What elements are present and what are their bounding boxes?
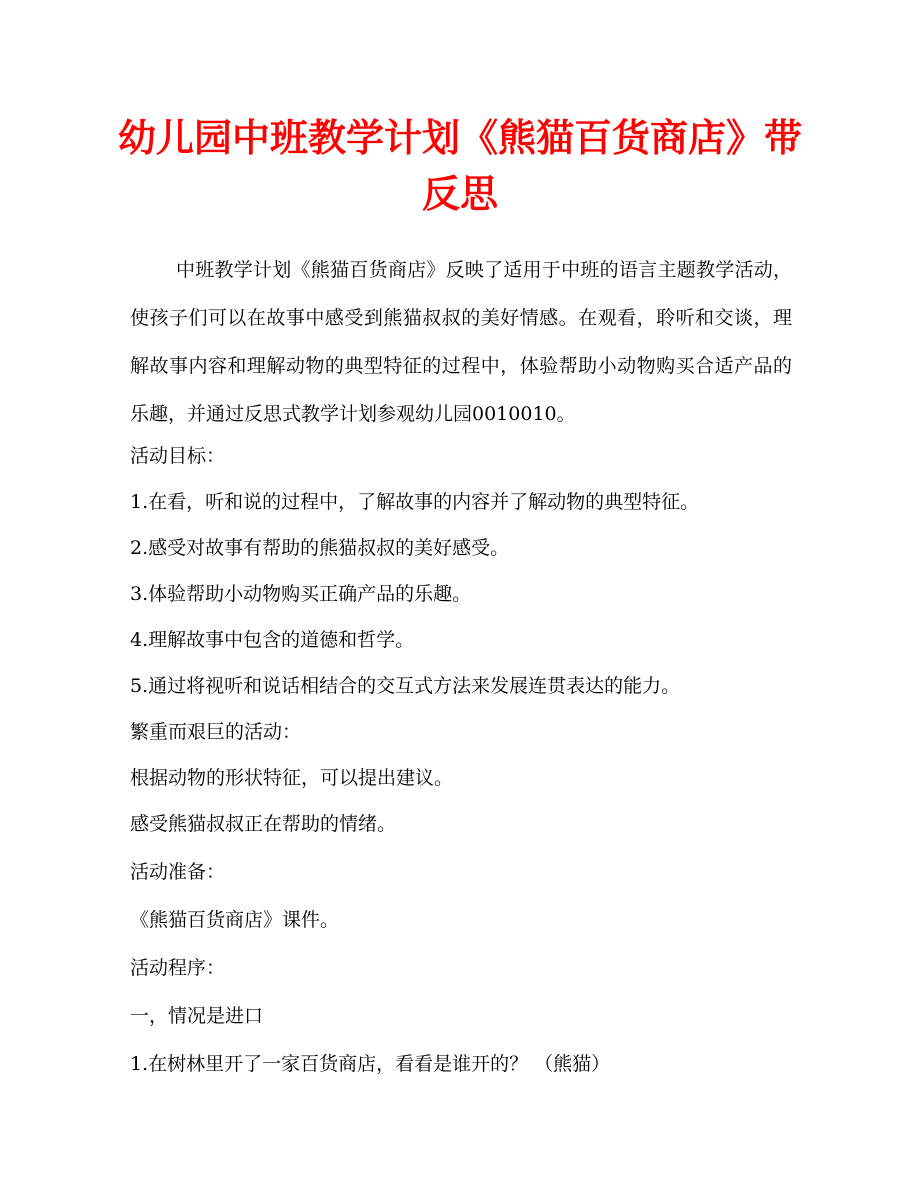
- intro-paragraph: 中班教学计划《熊猫百货商店》反映了适用于中班的语言主题教学活动，使孩子们可以在故事中感受到熊猫叔叔的美好情感。在观看，聆听和交谈，理解故事内容和理解动物的典型特征的过程中，体验帮助小动物购买合适产品的乐趣，并通过反思式教学计划参观幼儿园0010010。: [130, 259, 792, 425]
- section-heading-key-points: 繁重而艰巨的活动：: [130, 721, 302, 743]
- objective-item-4: 4.理解故事中包含的道德和哲学。: [130, 629, 415, 651]
- objective-item-5: 5.通过将视听和说话相结合的交互式方法来发展连贯表达的能力。: [130, 675, 681, 697]
- section-heading-preparation: 活动准备：: [130, 861, 226, 883]
- preparation-item: 《熊猫百货商店》课件。: [130, 909, 340, 931]
- section-heading-procedure: 活动程序：: [130, 957, 226, 979]
- procedure-step-heading: 一，情况是进口: [130, 1005, 264, 1027]
- key-point-1: 根据动物的形状特征，可以提出建议。: [130, 767, 454, 789]
- objective-item-3: 3.体验帮助小动物购买正确产品的乐趣。: [130, 583, 472, 605]
- objective-item-2: 2.感受对故事有帮助的熊猫叔叔的美好感受。: [130, 537, 510, 559]
- objective-item-1: 1.在看，听和说的过程中，了解故事的内容并了解动物的典型特征。: [130, 491, 700, 513]
- document-title: 幼儿园中班教学计划《熊猫百货商店》带反思: [118, 115, 803, 216]
- section-heading-objectives: 活动目标：: [130, 445, 226, 467]
- key-point-2: 感受熊猫叔叔正在帮助的情绪。: [130, 813, 397, 835]
- procedure-step-1: 1.在树林里开了一家百货商店，看看是谁开的？ （熊猫）: [130, 1053, 611, 1075]
